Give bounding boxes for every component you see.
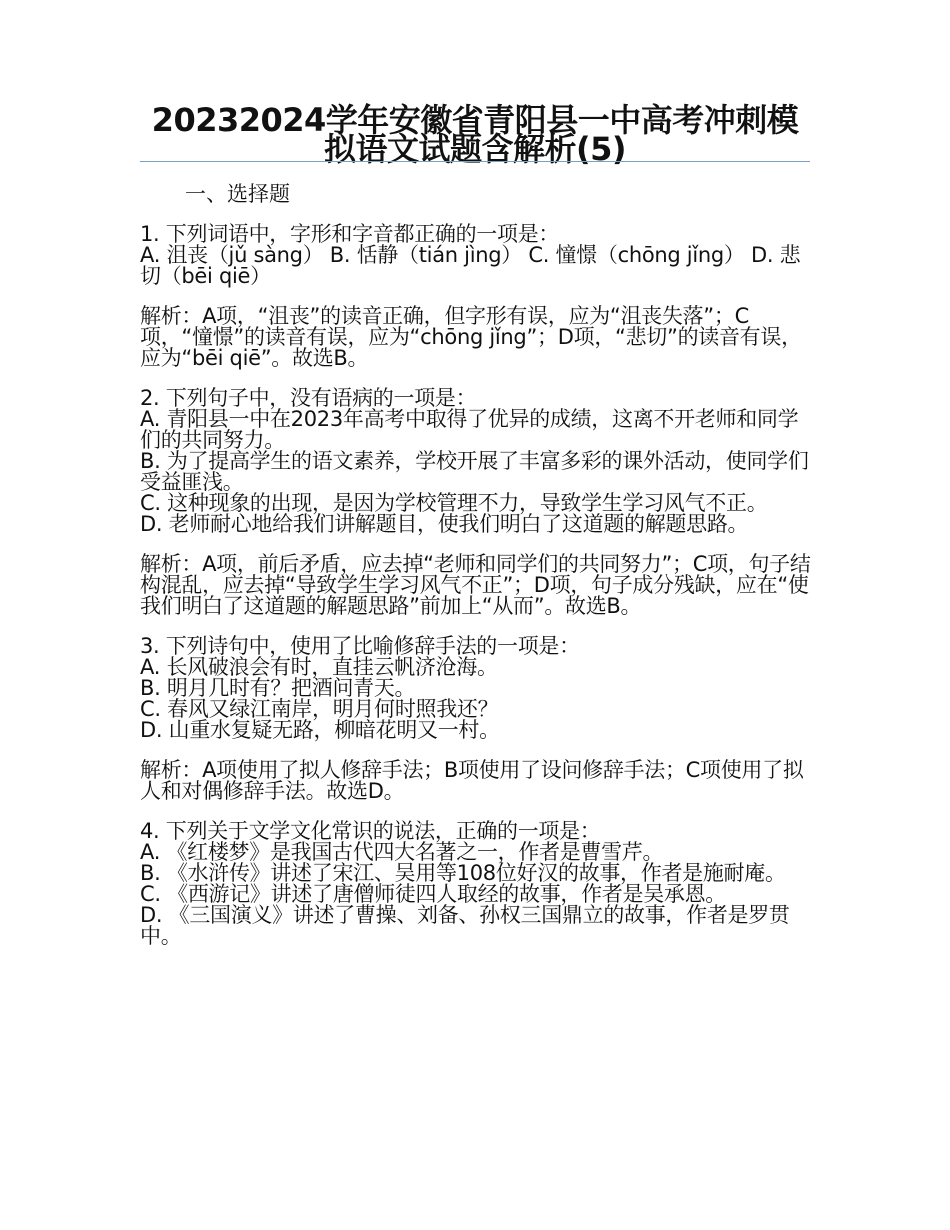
analysis-block	[140, 554, 812, 617]
option-text: D. 山重水复疑无路，柳暗花明又一村。	[140, 718, 500, 742]
question-text: 4. 下列关于文学文化常识的说法，正确的一项是：	[140, 819, 601, 843]
questions-body	[140, 224, 812, 966]
section-heading: 一、选择题	[185, 182, 290, 206]
question-block	[140, 821, 812, 947]
question-text: 2. 下列句子中，没有语病的一项是：	[140, 386, 477, 410]
option-text: D. 老师耐心地给我们讲解题目，使我们明白了这道题的解题思路。	[140, 512, 749, 536]
option-text: B. 为了提高学生的语文素养，学校开展了丰富多彩的课外活动，使同学们受益匪浅。	[140, 449, 809, 494]
analysis-block	[140, 306, 812, 369]
question-block	[140, 224, 812, 287]
analysis-block	[140, 760, 812, 802]
analysis-text: 解析：A项，“沮丧”的读音正确，但字形有误，应为“沮丧失落”；C项，“憧憬”的读音有误，应为“chōng jǐng”；D项，“悲切”的读音有误，应为“bēi qiē”。故选B。	[140, 304, 802, 370]
option-text: C. 春风又绿江南岸，明月何时照我还？	[140, 697, 499, 721]
option-text: A. 长风破浪会有时，直挂云帆济沧海。	[140, 655, 498, 679]
option-text: A. 青阳县一中在2023年高考中取得了优异的成绩，这离不开老师和同学们的共同努力。	[140, 407, 799, 452]
option-text: B. 明月几时有？把酒问青天。	[140, 676, 416, 700]
option-text: C. 这种现象的出现，是因为学校管理不力，导致学生学习风气不正。	[140, 491, 768, 515]
option-text: D. 《三国演义》讲述了曹操、刘备、孙权三国鼎立的故事，作者是罗贯中。	[140, 903, 790, 948]
document-title: 20232024学年安徽省青阳县一中高考冲刺模拟语文试题含解析(5)	[151, 101, 799, 168]
analysis-text: 解析：A项，前后矛盾，应去掉“老师和同学们的共同努力”；C项，句子结构混乱，应去掉“导致学生学习风气不正”；D项，句子成分残缺，应在“使我们明白了这道题的解题思路”前加上“从而”。故选B。	[140, 552, 811, 618]
question-text: 1. 下列词语中，字形和字音都正确的一项是：	[140, 222, 560, 246]
option-text: A. 沮丧（jǔ sàng） B. 恬静（tián jìng） C. 憧憬（chōng jǐng） D. 悲切（bēi qiē）	[140, 243, 801, 288]
analysis-text: 解析：A项使用了拟人修辞手法；B项使用了设问修辞手法；C项使用了拟人和对偶修辞手法。故选D。	[140, 758, 804, 803]
question-block	[140, 636, 812, 741]
option-text: A. 《红楼梦》是我国古代四大名著之一，作者是曹雪芹。	[140, 840, 664, 864]
option-text: C. 《西游记》讲述了唐僧师徒四人取经的故事，作者是吴承恩。	[140, 882, 727, 906]
question-text: 3. 下列诗句中，使用了比喻修辞手法的一项是：	[140, 634, 580, 658]
title-divider	[140, 161, 810, 162]
option-text: B. 《水浒传》讲述了宋江、吴用等108位好汉的故事，作者是施耐庵。	[140, 861, 786, 885]
question-block	[140, 388, 812, 535]
